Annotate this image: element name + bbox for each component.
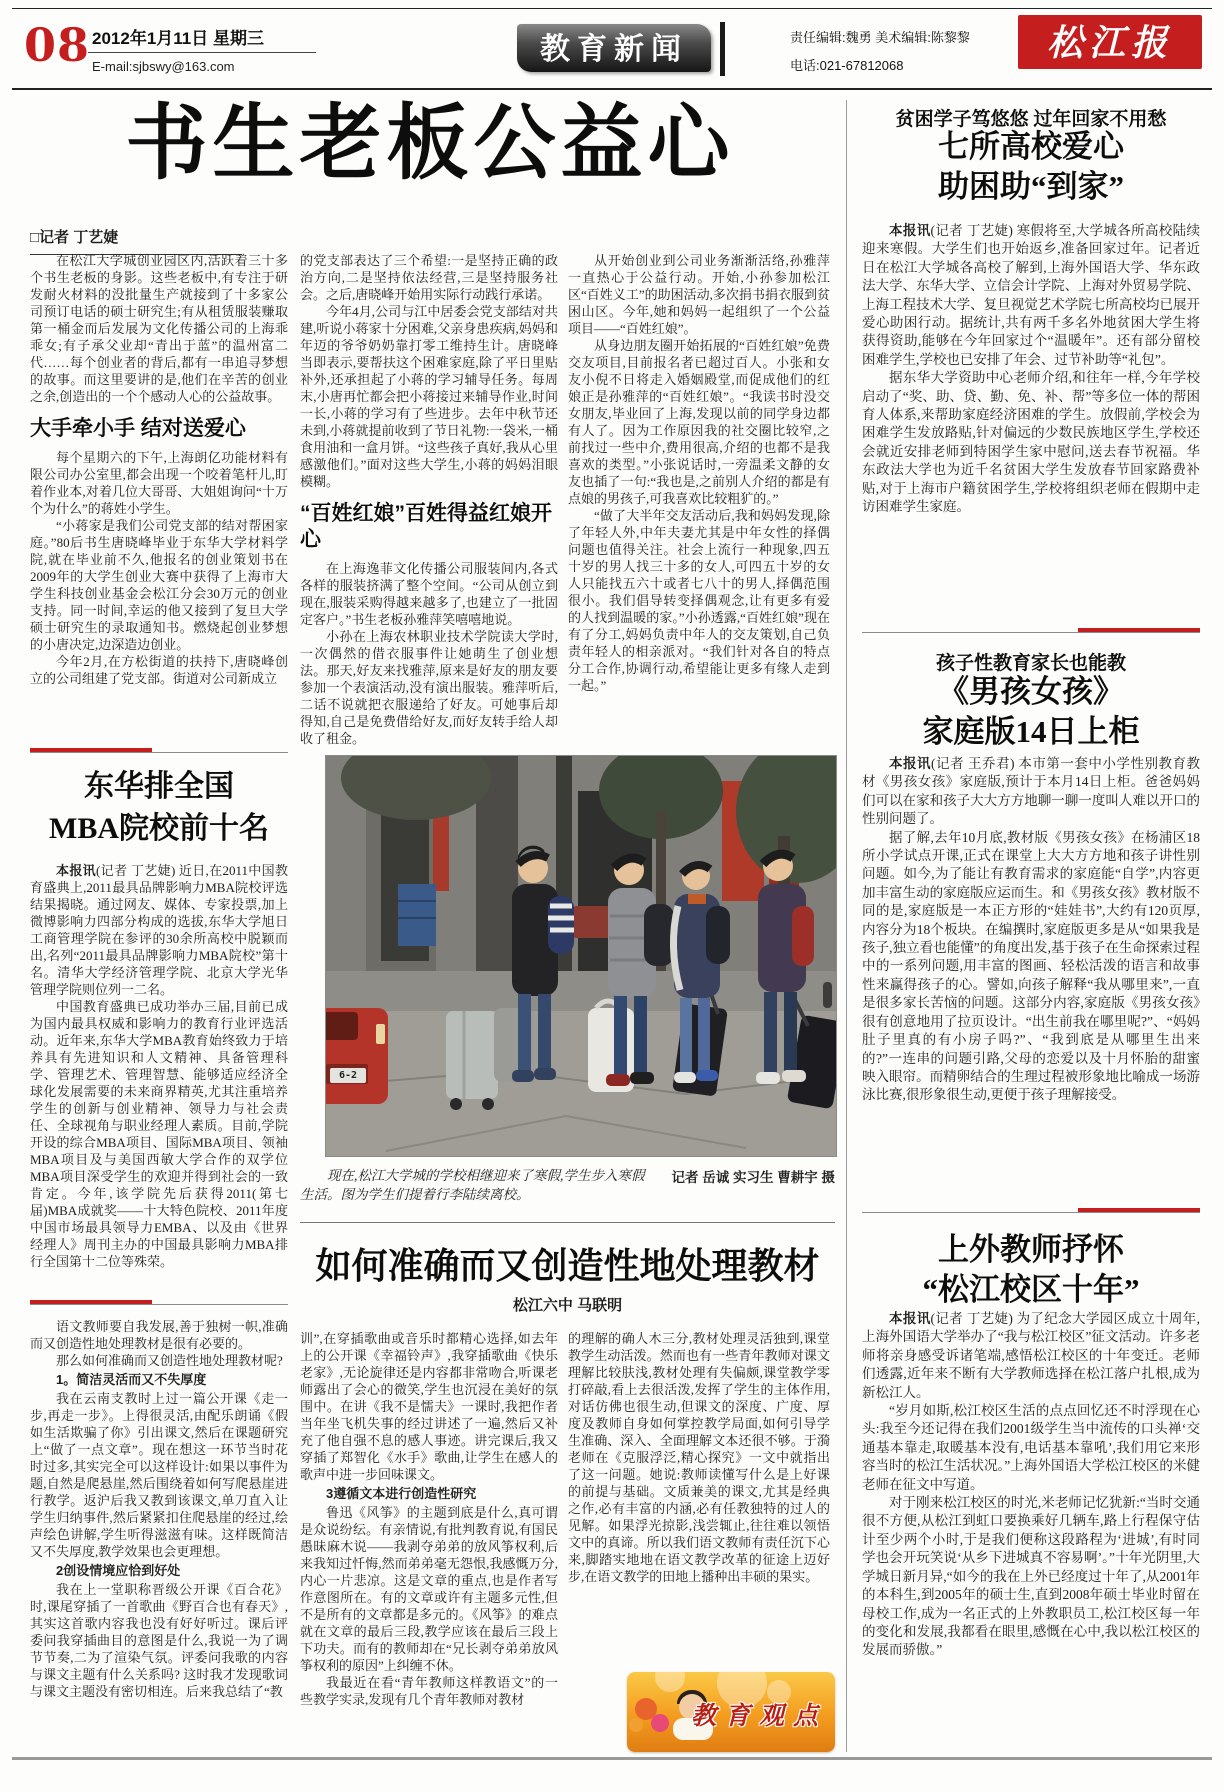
photo-caption-text: 现在,松江大学城的学校相继迎来了寒假,学生步入寒假生活。图为学生们提着行李陆续离校。 bbox=[300, 1168, 645, 1202]
right-article1-title: 七所高校爱心 助困助“到家” bbox=[938, 129, 1124, 204]
paragraph: 本报讯(记者 丁艺婕) 寒假将至,大学城各所高校陆续迎来寒假。大学生们也开始返乡,准备回家过年。记者近日在松江大学城各高校了解到,上海外国语大学、华东政法大学、东华大学、立信会计学院、上海对外贸易学院、上海工程技术大学、复旦视觉艺术学院七所高校均已展开爱心助困行动。据统计,共有两千多名外地贫困大学生将获得资助,能够在今年回家过个“温暖年”。还有部分留校困难学生,学校也已安排了年会、过节补助等“礼包”。 bbox=[862, 223, 1200, 367]
paragraph: 的党支部表达了三个希望:一是坚持正确的政治方向,二是坚持依法经营,三是坚持服务社会。之后,唐晓峰开始用实际行动践行承诺。 bbox=[300, 253, 558, 302]
news-photo bbox=[325, 755, 837, 1157]
page-number: 08 bbox=[24, 18, 91, 72]
lead-article-column-3 bbox=[568, 252, 830, 750]
education-viewpoint-banner bbox=[627, 1672, 835, 1752]
lead-article-byline: □记者 丁艺婕 bbox=[30, 226, 242, 255]
paragraph: 本报讯(记者 丁艺婕) 为了纪念大学园区成立十周年,上海外国语大学举办了“我与松江校区”征文活动。许多老师将亲身感受诉诸笔端,感悟松江校区的十年变迁。老师们透露,近年来不断有大学教师选择在松江落户扎根,成为新松江人。 bbox=[862, 1311, 1200, 1400]
section-banner: 教育新闻 bbox=[517, 24, 711, 72]
page-bottom-rule bbox=[12, 1757, 1212, 1760]
mba-article-body bbox=[30, 862, 288, 1290]
paragraph: 1。简洁灵活而又不失厚度 bbox=[56, 1372, 207, 1387]
paragraph: 那么如何准确而又创造性地处理教材呢? bbox=[56, 1353, 283, 1368]
lead-article-column-1 bbox=[30, 252, 288, 744]
paragraph: 本报讯(记者 丁艺婕) 近日,在2011中国教育盛典上,2011最具品牌影响力MBA院校评选结果揭晓。通过网友、媒体、专家投票,加上微博影响力四部分构成的选拔,东华大学旭日工商管理学院在参评的30余所高校中脱颖而出,名列“2011最具品牌影响力MBA院校”第十名。清华大学经济管理学院、北京大学光华管理学院则位列一二名。 bbox=[30, 863, 288, 997]
banner-divider-bar bbox=[720, 22, 725, 76]
paragraph: 3遵循文本进行创造性研究 bbox=[326, 1486, 477, 1501]
paragraph: 中国教育盛典已成功举办三届,目前已成为国内最具权威和影响力的教育行业评选活动。近年来,东华大学MBA教育始终致力于培养具有先进知识和人文精神、具备管理科学、管理艺术、管理智慧、能够适应经济全球化发展需要的未来商界精英,尤其注重培养学生的创新与创业精神、领导力与社会责任、全球视角与职业经理人素质。目前,学院开设的综合MBA项目、国际MBA项目、领袖MBA项目及与美国西敏大学合作的双学位MBA项目深受学生的欢迎并得到社会的一致肯定。今年,该学院先后获得2011(第七届)MBA成就奖——十大特色院校、2011年度中国市场最具领导力EMBA、以及由《世界经理人》周刊主办的中国最具影响力MBA排行全国第十二位等殊荣。 bbox=[30, 999, 288, 1269]
paragraph: “做了大半年交友活动后,我和妈妈发现,除了年轻人外,中年夫妻尤其是中年女性的择偶问题也值得关注。社会上流行一种现象,四五十岁的男人找三十多的女人,可四五十岁的女人只能找五六十或者七八十的男人,择偶范围很小。我们倡导转变择偶观念,让有更多有爱的人找到温暖的家。”小孙透露,“百姓红娘”现在有了分工,妈妈负责中年人的交友策划,自己负责年轻人的相亲派对。“我们针对各自的特点分工合作,协调行动,希望能让更多有缘人走到一起。” bbox=[568, 508, 830, 693]
paragraph: 对于刚来松江校区的时光,米老师记忆犹新:“当时交通很不方便,从松江到虹口要换乘好几辆车,路上行程保守估计至少两个小时,于是我们便称这段路程为‘进城’,有时同学也会开玩笑说‘从乡下进城真不容易啊’。”十年光阴里,大学城日新月异,“如今的我在上外已经度过十年了,从2001年的本科生,到2005年的硕士生,直到2008年硕士毕业时留在母校工作,成为一名正式的上外教职员工,松江校区每一年的变化和发展,我都看在眼里,感慨在心中,我以松江校区的发展而骄傲。” bbox=[862, 1495, 1200, 1658]
paragraph: 今年4月,公司与江中居委会党支部结对共建,听说小蒋家十分困难,父亲身患疾病,妈妈和年迈的爷爷奶奶靠打零工维持生计。唐晓峰当即表示,要帮扶这个困难家庭,除了平日里贴补外,还承担起了小蒋的学习辅导任务。每周末,小唐再忙都会把小蒋接过来辅导作业,时间一长,小蒋的学习有了些进步。去年中秋节还未到,小蒋就提前收到了节日礼物:一袋米,一桶食用油和一盒月饼。“这些孩子真好,我从心里感激他们。”面对这些大学生,小蒋的妈妈泪眼模糊。 bbox=[300, 304, 558, 489]
paragraph: 鲁迅《风筝》的主题到底是什么,真可谓是众说纷纭。有亲情说,有批判教育说,有国民愚昧麻木说——我剥夺弟弟的放风筝权利,后来我知过忏悔,然而弟弟毫无怨恨,我感慨万分,内心一片悲凉。这是文章的重点,也是作者写作意图所在。有的文章或许有主题多元性,但不是所有的文章都是多元的。《风筝》的难点就在文章的最后三段,教学应该在最后三段上下功夫。而有的教师却在“兄长剥夺弟弟放风筝权利的原因”上纠缠不休。 bbox=[300, 1505, 558, 1673]
paragraph: 据了解,去年10月底,教材版《男孩女孩》在杨浦区18所小学试点开课,正式在课堂上大大方方地和孩子讲性别问题。如今,为了能让有教育需求的家庭能“自学”,内容更加丰富生动的家庭版应运而生。和《男孩女孩》教材版不同的是,家庭版是一本正方形的“娃娃书”,大约有120页厚,内容分为18个板块。在编撰时,家庭版更多是从“如果我是孩子,独立看也能懂”的角度出发,基于孩子在生命探索过程中的一系列问题,用丰富的图画、轻松活泼的语言和故事性来赢得孩子的心。譬如,向孩子解释“我从哪里来”,一直是很多家长苦恼的问题。这部分内容,家庭版《男孩女孩》很有创意地用了拉页设计。“出生前我在哪里呢?”、“妈妈肚子里真的有小房子吗?”、“我到底是从哪里生出来的?”一连串的问题引路,父母的恋爱以及十月怀胎的甜蜜映入眼帘。而精卵结合的生理过程被形象地比喻成一场游泳比赛,很形象很生动,更便于孩子理解接受。 bbox=[862, 829, 1200, 1103]
masthead-logo: 松江报 bbox=[1018, 15, 1202, 69]
header-bottom-rule bbox=[12, 88, 1212, 90]
essay-byline: 松江六中 马联明 bbox=[512, 1297, 623, 1314]
right-article1-body bbox=[862, 222, 1200, 618]
essay-top-rule bbox=[300, 1222, 835, 1223]
paragraph: 在松江大学城创业园区内,活跃着三十多个书生老板的身影。这些老板中,有专注于研发耐火材料的没批量生产就接到了十多家公司预订电话的硕士研究生;有从租赁服装赚取第一桶金而后发展为文化传播公司的上海乖乖女;有子承父业却“青出于蓝”的温州富二代……每个创业者的背后,都有一串追寻梦想的故事。而这里要讲的是,他们在辛苦的创业之余,创造出的一个个感动人心的公益故事。 bbox=[30, 253, 288, 404]
paragraph: 语文教师要自我发展,善于独树一帜,准确而又创造性地处理教材是很有必要的。 bbox=[30, 1319, 288, 1351]
paragraph: 从开始创业到公司业务渐渐活络,孙雅萍一直热心于公益行动。开始,小孙参加松江区“百姓义工”的助困活动,多次捐书捐衣服到贫困山区。今年,她和妈妈一起组织了一个公益项目——“百姓红娘”。 bbox=[568, 253, 830, 336]
right-article2-title: 《男孩女孩》 家庭版14日上柜 bbox=[922, 674, 1140, 749]
flower-icon bbox=[651, 1714, 669, 1732]
date-divider bbox=[88, 52, 316, 53]
essay-title: 如何准确而又创造性地处理教材 bbox=[315, 1246, 820, 1286]
lead-article-column-2 bbox=[300, 252, 558, 750]
paragraph: 本报讯(记者 王乔君) 本市第一套中小学性别教育教材《男孩女孩》家庭版,预计于本月14日上柜。爸爸妈妈们可以在家和孩子大大方方地聊一聊一度叫人难以开口的性别问题了。 bbox=[862, 756, 1200, 827]
paragraph: 的理解的确人木三分,教材处理灵活独到,课堂教学生动活泼。然而也有一些青年教师对课文理解比较肤浅,教材处理有失偏颇,课堂教学零打碎敲,看上去很活泼,发挥了学生的主体作用,对话仿佛也很生动,但课文的深度、广度、厚度及教师自身如何掌控教学局面,如何引导学生准确、深入、全面理解文本还很不够。于漪老师在《克服浮泛,精心探究》一文中就指出了这一问题。她说:教师读懂写什么是上好课的前提与基础。文质兼美的课文,尤其是经典之作,必有丰富的内涵,必有任教独特的过人的见解。如果浮光掠影,浅尝辄止,往往难以领悟文中的真谛。所以我们语文教师有责任沉下心来,脚踏实地地在语文教学改革的征途上迈好步,在语文教学的田地上播种出丰硕的果实。 bbox=[568, 1331, 830, 1584]
right-article3-title: 上外教师抒怀 “松江校区十年” bbox=[922, 1232, 1140, 1307]
separator bbox=[862, 1208, 1200, 1216]
paragraph: 在上海逸菲文化传播公司服装间内,各式各样的服装挤满了整个空间。“公司从创立到现在,服装采购得越来越多了,也建立了一批固定客户。”书生老板孙雅萍笑嘻嘻地说。 bbox=[300, 561, 558, 627]
education-viewpoint-label: 教育观点 bbox=[690, 1703, 827, 1730]
paragraph: 我在云南支教时上过一篇公开课《走一步,再走一步》。上得很灵活,由配乐朗诵《假如生活欺骗了你》引出课文,然后在课题研究上“做了一点文章”。现在想这一环节当时花时过多,其实完全可以这样设计:如果以事件为题,自然是爬悬崖,然后围绕着如何写爬悬崖进行教学。返沪后我又教到该课文,单刀直入让学生归纳事件,然后紧紧扣住爬悬崖的经过,绘声绘色讲解,学生听得滋滋有味。这样既简洁又不失厚度,教学效果也会更理想。 bbox=[30, 1391, 288, 1559]
essay-column-2 bbox=[300, 1330, 558, 1762]
essay-column-3 bbox=[568, 1330, 830, 1658]
date: 2012年1月11日 星期三 bbox=[92, 29, 264, 48]
news-photo-illustration bbox=[326, 756, 836, 1156]
phone-line: 电话:021-67812068 bbox=[790, 58, 904, 73]
paragraph: 每个星期六的下午,上海朗亿功能材料有限公司办公室里,都会出现一个咬着笔杆儿,盯着作业本,对着几位大哥哥、大姐姐询问“十万个为什么”的蒋姓小学生。 bbox=[30, 450, 288, 516]
license-plate: 6-2 bbox=[330, 1068, 366, 1083]
mba-title-line1: 东华排全国 bbox=[84, 770, 234, 803]
column-divider bbox=[846, 100, 847, 1752]
paragraph: 据东华大学资助中心老师介绍,和往年一样,今年学校启动了“奖、助、贷、勤、免、补、帮”等多位一体的帮困育人体系,来帮助家庭经济困难的学生。放假前,学校会为困难学生发放路贴,针对偏远的少数民族地区学生,学校还会就近安排老师到特困学生家中慰问,送去春节祝福。华东政法大学也为近千名贫困大学生发放春节回家路费补贴,对于上海市户籍贫困学生,学校将组织老师在假期中走访困难学生家庭。 bbox=[862, 370, 1200, 515]
right-article2-kicker: 孩子性教育家长也能教 bbox=[935, 653, 1126, 674]
lead-article-title: 书生老板公益心 bbox=[125, 98, 735, 189]
paragraph: 今年2月,在方松街道的扶持下,唐晓峰创立的公司组建了党支部。街道对公司新成立 bbox=[30, 654, 288, 686]
paragraph: “岁月如斯,松江校区生活的点点回忆还不时浮现在心头:我至今还记得在我们2001级学生当中流传的口头禅‘交通基本靠走,取暖基本没有,电话基本靠吼’,我们用它来形容当时的松江生活状况。”上海外国语大学松江校区的米健老师在征文中写道。 bbox=[862, 1403, 1200, 1492]
separator bbox=[30, 748, 288, 756]
photo-credit: 记者 岳诚 实习生 曹耕宇 摄 bbox=[671, 1170, 835, 1185]
right-article1-kicker: 贫困学子笃悠悠 过年回家不用愁 bbox=[895, 109, 1167, 130]
separator bbox=[30, 1300, 288, 1308]
photo-caption bbox=[300, 1166, 835, 1204]
paragraph: 我最近在看“青年教师这样教语文”的一些教学实录,发现有几个青年教师对教材 bbox=[300, 1675, 558, 1707]
paragraph: “百姓红娘”百姓得益红娘开心 bbox=[300, 502, 552, 551]
editors-line: 责任编辑:魏勇 美术编辑:陈黎黎 bbox=[790, 30, 970, 45]
paragraph: “小蒋家是我们公司党支部的结对帮困家庭。”80后书生唐晓峰毕业于东华大学材料学院,就在毕业前不久,他报名的创业策划书在2009年的大学生创业大赛中获得了上海市大学生科技创业基金会松江分会30万元的创业支持。同一时间,幸运的他又接到了复旦大学硕士研究生的录取通知书。燃烧起创业梦想的小唐决定,边深造边创业。 bbox=[30, 518, 288, 652]
mba-title-line2: MBA院校前十名 bbox=[49, 812, 269, 845]
flower-icon bbox=[629, 1718, 643, 1732]
paragraph: 大手牵小手 结对送爱心 bbox=[30, 417, 246, 440]
separator bbox=[862, 628, 1200, 636]
paragraph: 小孙在上海农林职业技术学院读大学时,一次偶然的借衣服事件让她萌生了创业想法。那天,好友来找雅萍,原来是好友的朋友要参加一个表演活动,没有演出服装。雅萍听后,二话不说就把衣服递给了好友。可她事后却得知,自己是免费借给好友,而好友转手给人却收了租金。 bbox=[300, 629, 558, 746]
paragraph: 训”,在穿插歌曲或音乐时都精心选择,如去年上的公开课《幸福铃声》,我穿插歌曲《快乐老家》,无论旋律还是内容都非常吻合,听课老师露出了会心的微笑,学生也沉浸在美好的氛围中。在讲《我不是懦夫》一课时,我把作者当年坐飞机失事的经过讲述了一遍,然后又补充了他自强不息的感人事迹。讲完课后,我又穿插了郑智化《水手》歌曲,让学生在感人的歌声中进一步回味课文。 bbox=[300, 1331, 558, 1482]
mba-article-title bbox=[30, 766, 288, 850]
paragraph: 我在上一堂职称晋级公开课《百合花》时,课尾穿插了一首歌曲《野百合也有春天》,其实这首歌内容我也没有好好听过。课后评委问我穿插曲目的意图是什么,我说一为了调节节奏,二为了渲染气氛。评委问我歌的内容与课文主题有什么关系吗? 这时我才发现歌词与课文主题没有密切相连。后来我总结了“教 bbox=[30, 1582, 288, 1699]
email: E-mail:sjbswy@163.com bbox=[92, 59, 235, 74]
paragraph: 2创设情境应恰到好处 bbox=[56, 1563, 181, 1578]
right-article2-body bbox=[862, 755, 1200, 1201]
right-article3-body bbox=[862, 1310, 1200, 1750]
paragraph: 从身边朋友圈开始拓展的“百姓红娘”免费交友项目,目前报名者已超过百人。小张和女友小倪不日将走入婚姻殿堂,而促成他们的红娘正是孙雅萍的“百姓红娘”。“我读书时没交女朋友,毕业回了上海,发现以前的同学身边都有人了。因为工作原因我的社交圈比较窄,之前找过一些中介,费用很高,介绍的也都不是我喜欢的类型。”小张说话时,一旁温柔文静的女友也插了一句:“我也是,之前别人介绍的都是有点娘的男孩子,可我喜欢比较粗犷的。” bbox=[568, 338, 830, 506]
top-rule bbox=[12, 8, 1212, 9]
essay-column-1 bbox=[30, 1318, 288, 1758]
